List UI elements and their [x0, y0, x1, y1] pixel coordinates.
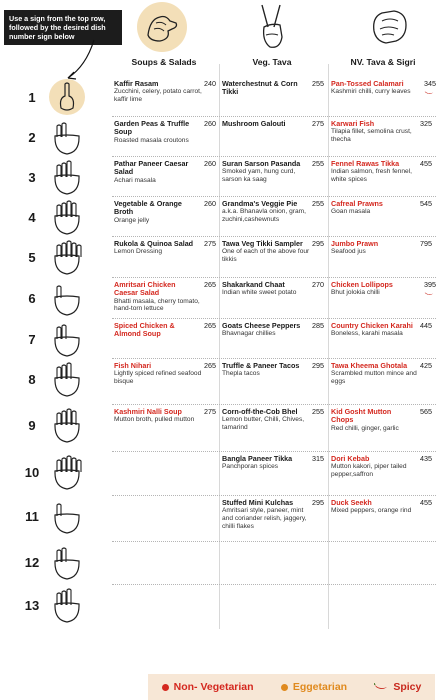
hand-sign-icon: [47, 198, 87, 236]
dish-number: 1: [28, 90, 36, 105]
dish-name: Bangla Paneer Tikka: [222, 454, 293, 463]
dish-veg: [222, 499, 324, 530]
chilli-icon: [424, 290, 434, 297]
row-divider: [112, 236, 436, 237]
dish-price: 295: [312, 361, 324, 370]
dish-nv: [331, 499, 432, 515]
dish-veg: [222, 455, 324, 471]
hand-sign-icon: [47, 118, 87, 156]
row-divider: [112, 318, 436, 319]
dish-description: Mutton broth, pulled mutton: [114, 416, 195, 424]
dish-description: Amritsari style, paneer, mint and coriander relish, jaggery, chilli flakes: [222, 507, 307, 530]
header-soups: Soups & Salads: [131, 57, 197, 67]
hand-sign-icon: [47, 158, 87, 196]
dish-price: 285: [312, 321, 324, 330]
dish-description: Mutton kakori, piper tailed pepper,saffron: [331, 463, 407, 478]
dish-price: 240: [204, 79, 216, 88]
dish-price: 260: [204, 199, 216, 208]
dish-veg: [222, 408, 324, 432]
dish-name: Tawa Veg Tikki Sampler: [222, 239, 303, 248]
dish-name: Vegetable & Orange Broth: [114, 199, 182, 217]
hand-sign-icon: [47, 320, 87, 358]
dish-name: Country Chicken Karahi: [331, 321, 413, 330]
row-divider: [112, 116, 436, 117]
dish-nv: [331, 280, 436, 297]
dish-price: 255: [312, 407, 324, 416]
nonveg-sign-icon: [364, 0, 414, 54]
dish-veg: [222, 120, 324, 128]
hand-sign-icon: [47, 453, 87, 491]
dish-name: Spiced Chicken & Almond Soup: [114, 321, 175, 339]
hand-sign-icon: [47, 78, 87, 116]
row-divider: [112, 358, 436, 359]
dish-description: Zucchini, celery, potato carrot, kaffir lime: [114, 88, 202, 103]
dish-price: 545: [420, 199, 432, 208]
dish-number: 10: [24, 465, 40, 480]
dish-price: 255: [312, 159, 324, 168]
dish-soups: [114, 160, 216, 184]
egg-dot-icon: [281, 684, 288, 691]
dish-veg: [222, 160, 324, 184]
dish-name: Chicken Lollipops: [331, 280, 393, 289]
column-divider: [328, 64, 329, 629]
dish-price: 435: [420, 454, 432, 463]
dish-name: Fennel Rawas Tikka: [331, 159, 400, 168]
dish-number: 5: [28, 250, 36, 265]
dish-description: Tilapia fillet, semolina crust, thecha: [331, 128, 412, 143]
dish-price: 275: [204, 407, 216, 416]
dish-description: Scrambled mutton mince and eggs: [331, 370, 417, 385]
dish-price: 445: [420, 321, 432, 330]
dish-name: Corn-off-the-Cob Bhel: [222, 407, 298, 416]
row-divider: [112, 541, 436, 542]
column-divider: [219, 64, 220, 629]
hand-sign-icon: [47, 279, 87, 317]
dish-price: 425: [420, 361, 432, 370]
dish-price: 315: [312, 454, 324, 463]
dish-price: 395: [424, 280, 436, 289]
dish-price: 260: [204, 159, 216, 168]
dish-description: Indian white sweet potato: [222, 289, 297, 297]
dish-name: Rukola & Quinoa Salad: [114, 239, 194, 248]
dish-description: Bhut jolokia chilli: [331, 289, 380, 297]
legend-nonveg: [162, 681, 254, 693]
legend-spicy-label: Spicy: [393, 681, 422, 693]
dish-description: Bhatti masala, cherry tomato, hand-torn lettuce: [114, 297, 200, 313]
dish-number: 11: [25, 509, 39, 524]
dish-name: Dori Kebab: [331, 454, 370, 463]
dish-number: 6: [28, 291, 36, 306]
dish-name: Stuffed Mini Kulchas: [222, 498, 294, 507]
legend-egg-label: Eggetarian: [292, 681, 348, 693]
dish-soups: [114, 281, 216, 313]
legend-spicy: [374, 681, 421, 693]
hand-sign-icon: [47, 360, 87, 398]
dish-price: 255: [312, 79, 324, 88]
dish-soups: [114, 120, 216, 144]
dish-description: Smoked yam, hung curd, sarson ka saag: [222, 168, 296, 183]
dish-description: Lemon butter, Chilli, Chives, tamarind: [222, 416, 305, 431]
row-divider: [112, 277, 436, 278]
dish-description: Roasted masala croutons: [114, 136, 189, 144]
dish-nv: [331, 362, 432, 386]
dish-soups: [114, 240, 216, 256]
dish-price: 275: [312, 119, 324, 128]
dish-name: Pathar Paneer Caesar Salad: [114, 159, 189, 177]
header-nonveg: NV. Tava & Sigri: [350, 57, 416, 67]
dish-description: Bhavnagar chillies: [222, 330, 276, 338]
dish-veg: [222, 281, 324, 297]
dish-name: Waterchestnut & Corn Tikki: [222, 79, 298, 97]
dish-description: a.k.a. Bhanavla onion, gram, zuchini,cashewnuts: [222, 208, 306, 223]
dish-description: Panchporan spices: [222, 463, 279, 471]
dish-description: Boneless, karahi masala: [331, 330, 403, 338]
dish-nv: [331, 455, 432, 479]
dish-name: Fish Nihari: [114, 361, 152, 370]
dish-name: Pan-Tossed Calamari: [331, 79, 404, 88]
dish-description: Mixed peppers, orange rind: [331, 507, 412, 515]
dish-description: Red chilli, ginger, garlic: [331, 424, 399, 432]
chilli-icon: [374, 683, 388, 691]
dish-number: 13: [24, 598, 40, 613]
dish-veg: [222, 322, 324, 338]
dish-price: 270: [312, 280, 324, 289]
dish-nv: [331, 408, 432, 432]
dish-price: 265: [204, 361, 216, 370]
dish-name: Suran Sarson Pasanda: [222, 159, 301, 168]
dish-nv: [331, 322, 432, 338]
dish-description: Lemon Dressing: [114, 248, 163, 256]
legend-nonveg-label: Non- Vegetarian: [173, 681, 254, 693]
dish-soups: [114, 80, 216, 104]
dish-price: 345: [424, 79, 436, 88]
hand-sign-icon: [47, 543, 87, 581]
row-divider: [112, 495, 436, 496]
dish-name: Kashmiri Nalli Soup: [114, 407, 182, 416]
dish-name: Goats Cheese Peppers: [222, 321, 301, 330]
dish-name: Mushroom Galouti: [222, 119, 286, 128]
dish-description: Orange jelly: [114, 216, 150, 224]
dish-number: 8: [28, 372, 36, 387]
dish-price: 255: [312, 199, 324, 208]
dish-soups: [114, 362, 216, 386]
dish-description: Thepla tacos: [222, 370, 260, 378]
dish-price: 265: [204, 280, 216, 289]
dish-description: Indian salmon, fresh fennel, white spices: [331, 168, 413, 183]
dish-price: 295: [312, 239, 324, 248]
dish-description: Achari masala: [114, 176, 156, 184]
row-divider: [112, 196, 436, 197]
dish-nv: [331, 120, 432, 144]
dish-price: 795: [420, 239, 432, 248]
header-veg: Veg. Tava: [252, 57, 292, 67]
dish-price: 275: [204, 239, 216, 248]
dish-description: Goan masala: [331, 208, 371, 216]
dish-veg: [222, 80, 324, 97]
dish-soups: [114, 200, 216, 224]
dish-name: Amritsari Chicken Caesar Salad: [114, 280, 176, 298]
hand-sign-icon: [47, 497, 87, 535]
instruction-note: Use a sign from the top row, followed by the desired dish number sign below: [4, 10, 122, 45]
dish-number: 4: [28, 210, 36, 225]
hand-sign-icon: [47, 406, 87, 444]
dish-veg: [222, 200, 324, 224]
dish-name: Cafreal Prawns: [331, 199, 383, 208]
veg-sign-icon: [250, 0, 294, 54]
dish-number: 12: [24, 555, 40, 570]
dish-name: Tawa Kheema Ghotala: [331, 361, 408, 370]
hand-sign-icon: [47, 238, 87, 276]
dish-description: Seafood jus: [331, 248, 366, 256]
dish-soups: [114, 408, 216, 424]
dish-name: Jumbo Prawn: [331, 239, 379, 248]
dish-veg: [222, 362, 324, 378]
dish-nv: [331, 79, 436, 96]
dish-nv: [331, 200, 432, 216]
chilli-icon: [424, 89, 434, 96]
dish-number: 7: [28, 332, 36, 347]
dish-veg: [222, 240, 324, 264]
row-divider: [112, 584, 436, 585]
dish-number: 3: [28, 170, 36, 185]
row-divider: [112, 404, 436, 405]
dish-nv: [331, 160, 432, 184]
dish-description: Kashmiri chilli, curry leaves: [331, 88, 411, 96]
dish-soups: [114, 322, 216, 339]
dish-price: 295: [312, 498, 324, 507]
legend: [148, 674, 435, 700]
soups-sign-icon: [134, 0, 190, 54]
dish-name: Truffle & Paneer Tacos: [222, 361, 300, 370]
dish-number: 2: [28, 130, 36, 145]
dish-name: Kaffir Rasam: [114, 79, 159, 88]
dish-price: 325: [420, 119, 432, 128]
dish-price: 265: [204, 321, 216, 330]
hand-sign-icon: [47, 586, 87, 624]
dish-number: 9: [28, 418, 36, 433]
dish-description: Lightly spiced refined seafood bisque: [114, 370, 202, 385]
dish-price: 565: [420, 407, 432, 416]
dish-name: Karwari Fish: [331, 119, 375, 128]
dish-price: 455: [420, 159, 432, 168]
row-divider: [112, 451, 436, 452]
dish-description: One of each of the above four tikkis: [222, 248, 310, 263]
nonveg-dot-icon: [162, 684, 169, 691]
dish-price: 455: [420, 498, 432, 507]
dish-name: Duck Seekh: [331, 498, 372, 507]
dish-name: Shakarkand Chaat: [222, 280, 285, 289]
dish-name: Garden Peas & Truffle Soup: [114, 119, 190, 137]
dish-name: Grandma's Veggie Pie: [222, 199, 298, 208]
dish-name: Kid Gosht Mutton Chops: [331, 407, 392, 425]
row-divider: [112, 156, 436, 157]
legend-egg: [281, 681, 347, 693]
dish-nv: [331, 240, 432, 256]
dish-price: 260: [204, 119, 216, 128]
